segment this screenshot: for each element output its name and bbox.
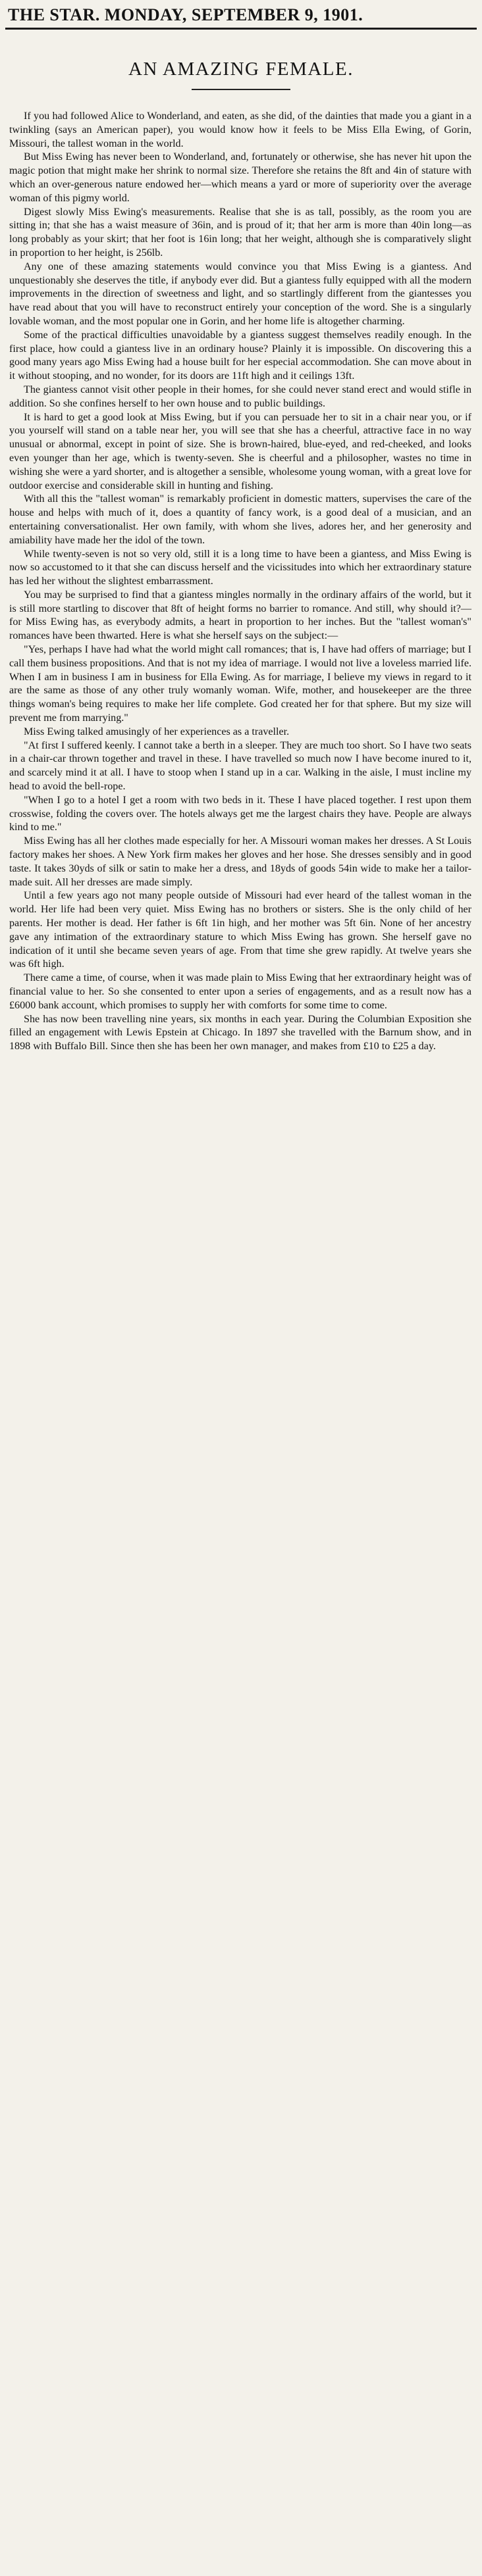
article-paragraph: Miss Ewing talked amusingly of her experiences as a traveller.: [24, 726, 290, 737]
article-paragraph: It is hard to get a good look at Miss Ewing, but if you can persuade her to sit in a chair near you, or if you yourself will stand on a table near her, you will see that she has a cheerful, attractive face in no way unusual or abnormal, except in point of size. She is brown-haired, blue-eyed, and red-cheeked, and looks even younger than her age, which is twenty-seven. She is cheerful and a philosopher, wastes no time in wishing she were a yard shorter, and is altogether a sensible, wholesome young woman, with a great love for outdoor exercise and considerable skill in hunting and fishing.: [9, 411, 471, 491]
article-paragraph: Digest slowly Miss Ewing's measurements. Realise that she is as tall, possibly, as the room you are sitting in; that she has a waist measure of 36in, and is proud of it; that her arm is more than 40in long—as long probably as your skirt; that her foot is 16in long; that her weight, although she is comparatively slight in proportion to her height, is 256lb.: [9, 206, 471, 259]
article-paragraph: The giantess cannot visit other people in their homes, for she could never stand erect and would stifle in addition. So she confines herself to her own house and to public buildings.: [9, 384, 471, 409]
article-paragraph: But Miss Ewing has never been to Wonderland, and, fortunately or otherwise, she has never hit upon the magic potion that might make her shrink to normal size. Therefore she retains the 8ft and 4in of stature with which an over-generous nature endowed her—which means a yard or more of superiority over the average woman of this pigmy world.: [9, 151, 471, 204]
article-paragraph: "Yes, perhaps I have had what the world might call romances; that is, I have had offers of marriage; but I call them business propositions. And that is not my idea of marriage. I would not live a loveless married life. When I am in business I am in business for Ella Ewing. As for marriage, I believe my views in regard to it are the same as those of any other truly womanly woman. Wife, mother, and housekeeper are the three things woman's being requires to make her life complete. God created her for that sphere. But my size will prevent me from marrying.": [9, 644, 471, 724]
article-paragraph: Some of the practical difficulties unavoidable by a giantess suggest themselves readily enough. In the first place, how could a giantess live in an ordinary house? Plainly it is impossible. On discovering this a good many years ago Miss Ewing had a house built for her especial accommodation. She can move about in it without stooping, and no wonder, for its doors are 11ft high and it ceilings 13ft.: [9, 329, 471, 382]
article-paragraph: You may be surprised to find that a giantess mingles normally in the ordinary affairs of the world, but it is still more startling to discover that 8ft of height forms no barrier to romance. And still, why should it?—for Miss Ewing has, as everybody admits, a heart in proportion to her inches. But the "tallest woman's" romances have been thwarted. Here is what she herself says on the subject:—: [9, 589, 471, 642]
article-paragraph: With all this the "tallest woman" is remarkably proficient in domestic matters, supervises the care of the house and helps with much of it, does a quantity of fancy work, is a good deal of a musician, and an entertaining conversationalist. Her own family, with whom she lives, adores her, and her generosity and amiability have made her the idol of the town.: [9, 493, 471, 546]
article-paragraph: There came a time, of course, when it was made plain to Miss Ewing that her extraordinary height was of financial value to her. So she consented to enter upon a series of engagements, and as a result now has a £6000 bank account, which promises to supply her with comforts for some time to come.: [9, 972, 471, 1011]
headline-rule: [192, 89, 290, 90]
headline: AN AMAZING FEMALE.: [128, 59, 354, 80]
article-paragraph: Miss Ewing has all her clothes made especially for her. A Missouri woman makes her dresses. A St Louis factory makes her shoes. A New York firm makes her gloves and her hose. She dresses sensibly and in good taste. It takes 30yds of silk or satin to make her a dress, and 18yds of goods 54in wide to make her a tailor-made suit. All her dresses are made simply.: [9, 835, 471, 888]
article-paragraph: "At first I suffered keenly. I cannot take a berth in a sleeper. They are much too short. So I have two seats in a chair-car thrown together and travel in these. I have travelled so much now I have become inured to it, and scarcely mind it at all. I have to stoop when I stand up in a car. Walking in the aisle, I must incline my head to avoid the bell-rope.: [9, 739, 471, 793]
article-paragraph: While twenty-seven is not so very old, still it is a long time to have been a giantess, and Miss Ewing is now so accustomed to it that she can discuss herself and the vicissitudes into which her extraordinary stature has led her without the slightest embarrassment.: [9, 548, 471, 587]
article-paragraph: If you had followed Alice to Wonderland, and eaten, as she did, of the dainties that made you a giant in a twinkling (says an American paper), you would know how it feels to be Miss Ella Ewing, of Gorin, Missouri, the tallest woman in the world.: [9, 111, 471, 149]
article-paragraph: Until a few years ago not many people outside of Missouri had ever heard of the tallest woman in the world. Her life had been very quiet. Miss Ewing has no brothers or sisters. She is the only child of her parents. Her mother is dead. Her father is 6ft 1in high, and her mother was 5ft 6in. None of her ancestry gave any intimation of the extraordinary stature to which Miss Ewing has grown. She herself gave no indication of it until she became seven years of age. From that time she grew rapidly. At twelve years she was 6ft high.: [9, 890, 471, 970]
article-paragraph: "When I go to a hotel I get a room with two beds in it. These I have placed together. I rest upon them crosswise, folding the covers over. The hotels always get me the largest chairs they have. People are always kind to me.": [9, 794, 471, 833]
masthead-rule: [5, 28, 477, 30]
article-paragraph: Any one of these amazing statements would convince you that Miss Ewing is a giantess. And unquestionably she deserves the title, if anybody ever did. But a giantess fully equipped with all the modern improvements in the direction of sweetness and light, and so startlingly different from the giantesses you have read about that you will have to reconstruct entirely your conception of the word. She is a singularly lovable woman, and the most popular one in Gorin, and her home life is altogether charming.: [9, 260, 471, 327]
masthead: THE STAR. MONDAY, SEPTEMBER 9, 1901.: [8, 5, 363, 24]
article-body: [5, 110, 477, 1054]
article-paragraph: She has now been travelling nine years, six months in each year. During the Columbian Exposition she filled an engagement with Lewis Epstein at Chicago. In 1897 she travelled with the Barnum show, and in 1898 with Buffalo Bill. Since then she has been her own manager, and makes from £10 to £25 a day.: [9, 1013, 471, 1053]
